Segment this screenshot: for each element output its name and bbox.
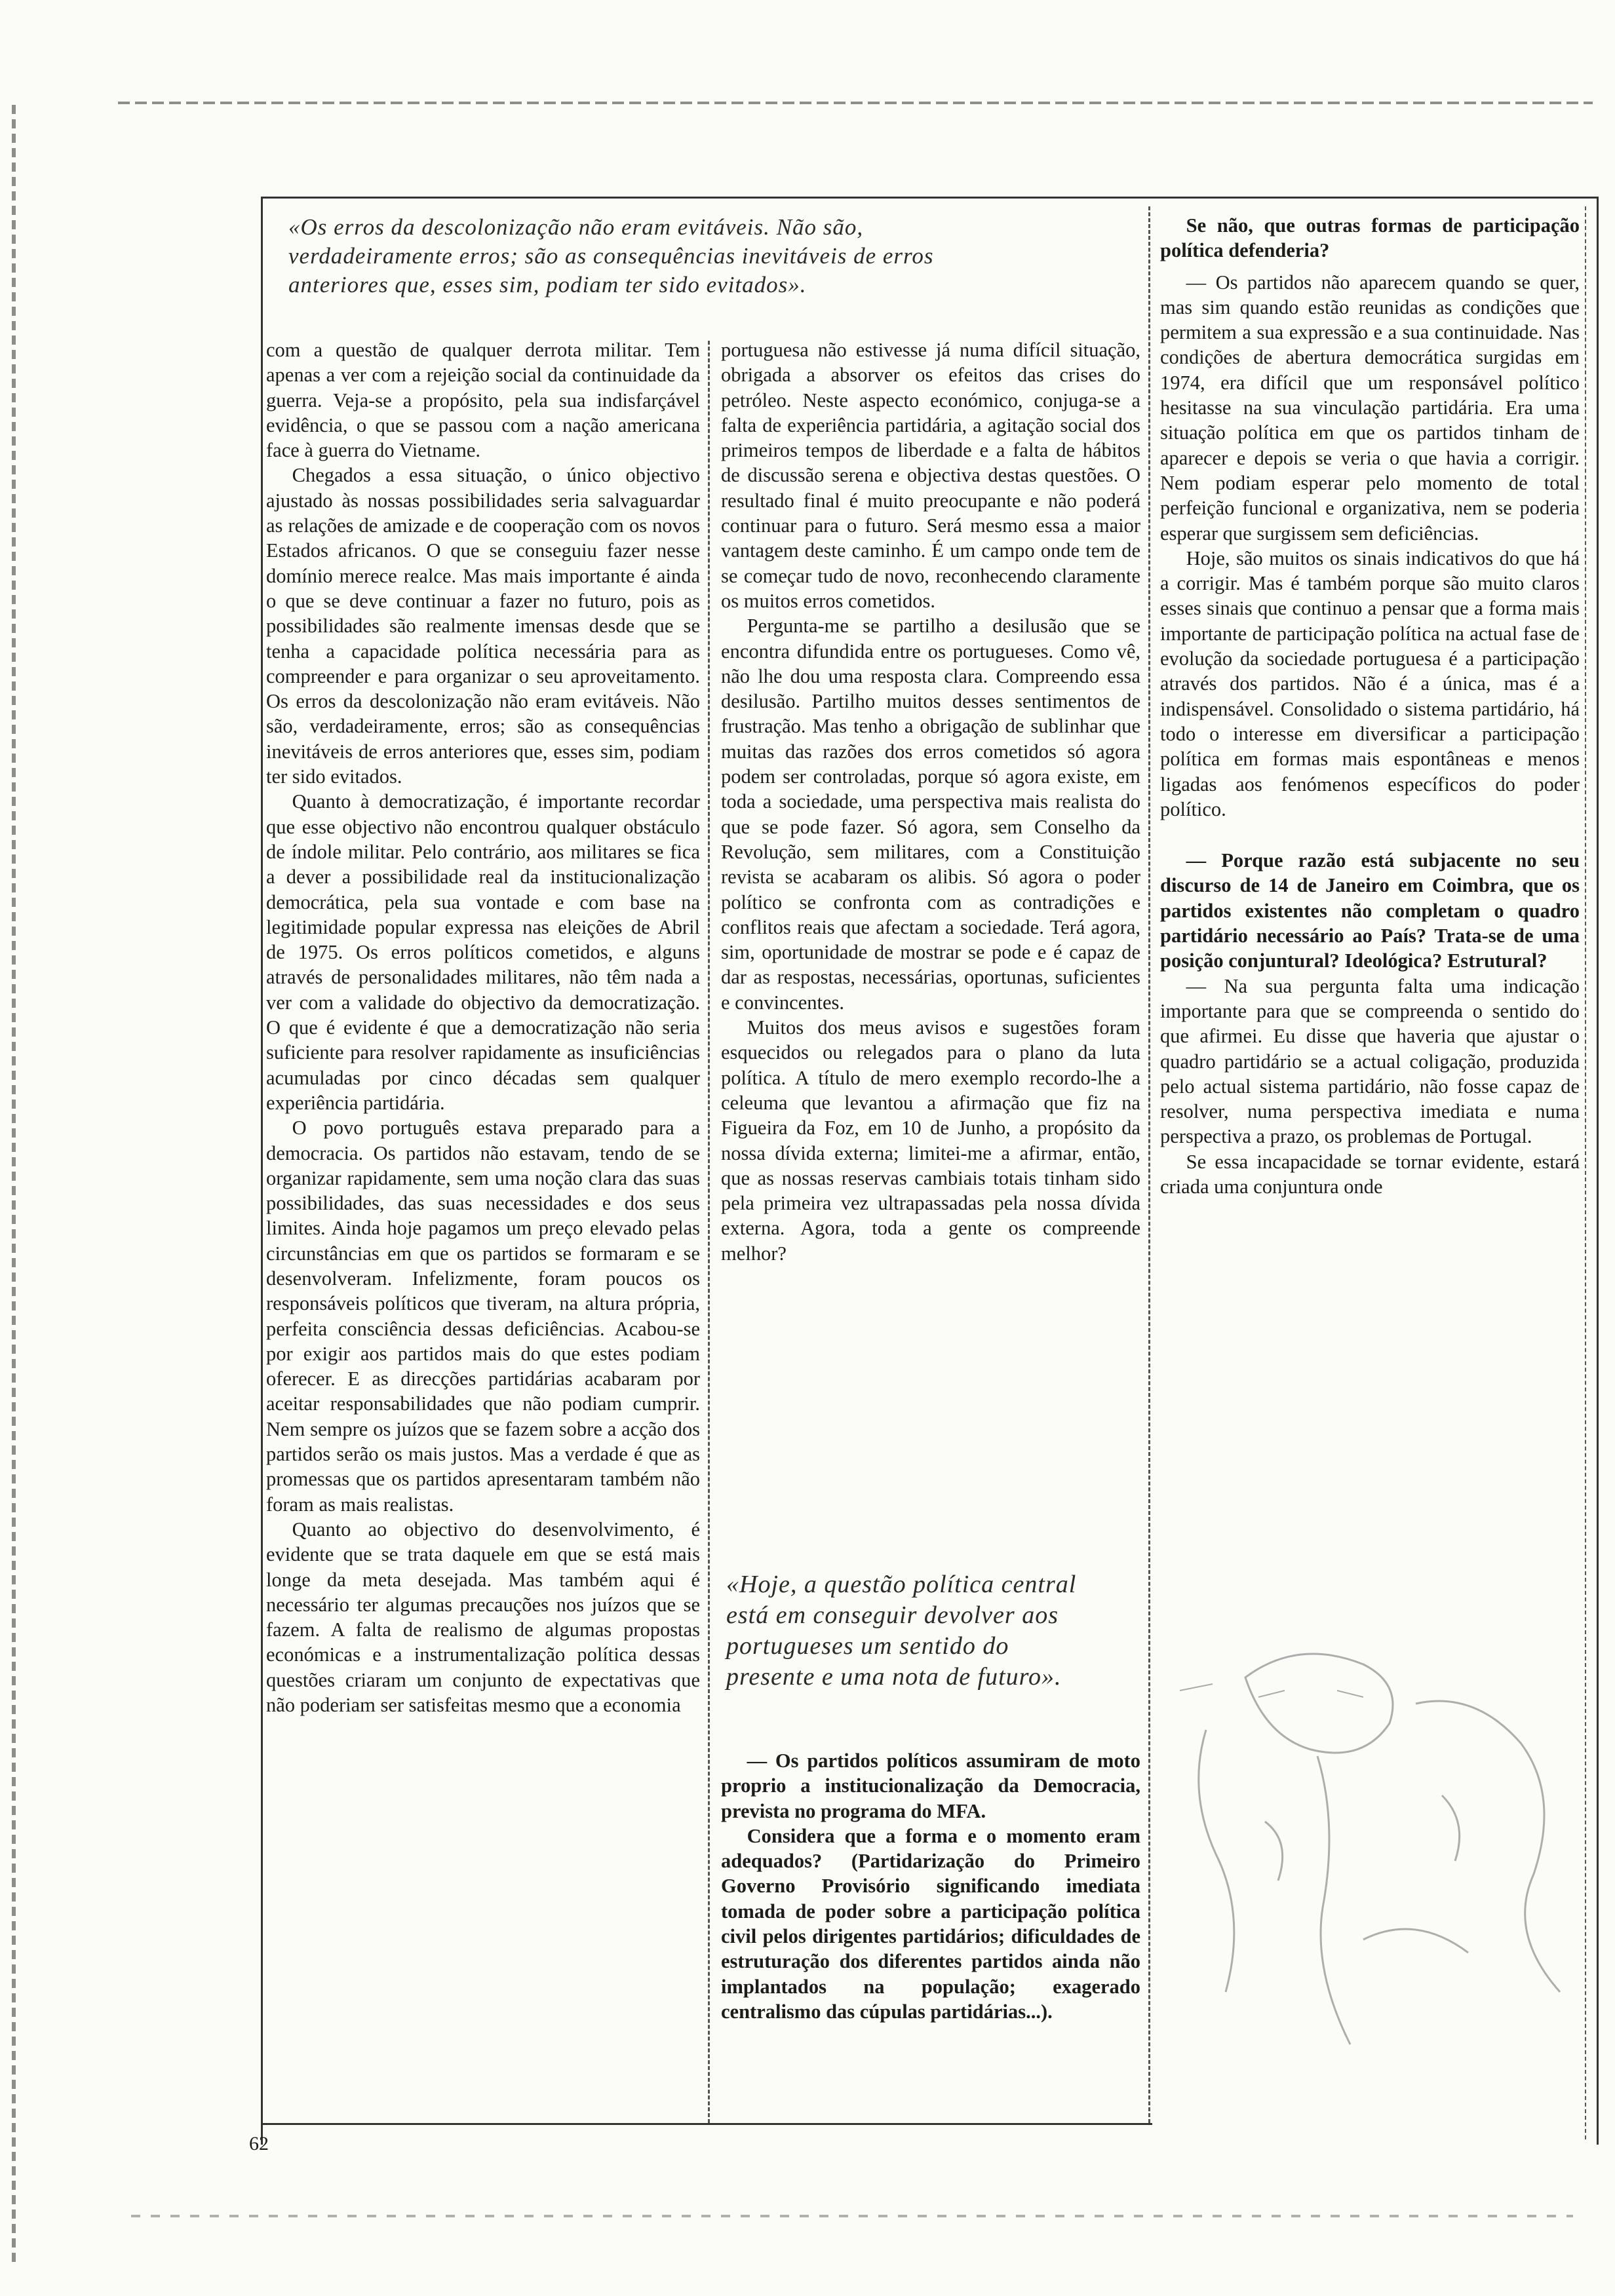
column-3 <box>1160 213 1580 1199</box>
col1-paragraph: com a questão de qualquer derrota militar. Tem apenas a ver com a rejeição social da continuidade da guerra. Veja-se a propósito, pela sua indisfarçável evidência, o que se passou com a nação americana face à guerra do Vietname. <box>266 339 700 462</box>
col1-paragraph: Chegados a essa situação, o único objectivo ajustado às nossas possibilidades seria salvaguardar as relações de amizade e de cooperação com os novos Estados africanos. O que se conseguiu fazer nesse domínio merece realce. Mas mais importante é ainda o que se deve continuar a fazer no futuro, pois as possibilidades são realmente imensas desde que se tenha a capacidade política necessária para as compreender e para organizar o seu aproveitamento. Os erros da descolonização não eram evitáveis. Não são, verdadeiramente, erros; são as consequências inevitáveis de erros anteriores que, esses sim, podiam ter sido evitados. <box>266 464 700 788</box>
scan-bottom-border <box>131 2215 1573 2217</box>
column-2 <box>721 337 1140 1266</box>
col2-paragraph: Muitos dos meus avisos e sugestões foram esquecidos ou relegados para o plano da luta política. A título de mero exemplo recordo-lhe a celeuma que levantou a afirmação que fiz na Figueira da Foz, em 10 de Junho, a propósito da nossa dívida externa; limitei-me a afirmar, então, que as nossas reservas cambiais totais tinham sido pela primeira vez ultrapassadas pela nossa dívida externa. Agora, toda a gente os compreende melhor? <box>721 1016 1140 1265</box>
interview-question: Considera que a forma e o momento eram adequados? (Partidarização do Primeiro Governo Provisório significando imediata tomada de poder sobre a participação política civil pelos dirigentes partidários; dificuldades de estruturação dos diferentes partidos ainda não implantados na população; exagerado centralismo das cúpulas partidárias...). <box>721 1824 1140 2023</box>
scan-edge-left <box>12 105 16 2267</box>
col3-paragraph: Hoje, são muitos os sinais indicativos do que há a corrigir. Mas é também porque são muito claros esses sinais que continuo a pensar que a forma mais importante de participação política na actual fase de evolução da sociedade portuguesa é a participação através dos partidos. Não é a única, mas é a indispensável. Consolidado o sistema partidário, há todo o interesse em diversificar a participação política em formas mais espontâneas e menos ligadas aos fenómenos específicos do poder político. <box>1160 546 1580 820</box>
faded-portrait-drawing <box>1167 1625 1599 2084</box>
column-divider-1 <box>708 341 710 2123</box>
column-2-question <box>721 1748 1140 2024</box>
bottom-rule <box>261 2123 1152 2125</box>
col3-paragraph: — Os partidos não aparecem quando se quer, mas sim quando estão reunidas as condições que permitem a sua expressão e a sua continuidade. Nas condições de abertura democrática surgidas em 1974, era difícil que um responsável político hesitasse na sua vinculação partidária. Era uma situação política em que os partidos tinham de aparecer e depois se veria o que havia a corrigir. Nem podiam esperar pelo momento de total perfeição funcional e organizativa, nem se poderia esperar que surgissem sem deficiências. <box>1160 271 1580 545</box>
scan-top-border <box>118 102 1593 104</box>
interview-question: — Os partidos políticos assumiram de moto proprio a institucionalização da Democracia, prevista no programa do MFA. <box>721 1750 1140 1822</box>
pull-quote-top <box>288 213 1029 299</box>
col2-paragraph: Pergunta-me se partilho a desilusão que se encontra difundida entre os portugueses. Como vê, não lhe dou uma resposta clara. Compreendo essa desilusão. Partilho muitos desses sentimentos de frustração. Mas tenho a obrigação de sublinhar que muitas das razões dos erros cometidos só agora podem ser controladas, porque só agora existe, em toda a sociedade, uma perspectiva mais realista do que se pode fazer. Só agora, sem Conselho da Revolução, sem militares, com a Constituição revista se acabaram os alibis. Só agora o poder político se confronta com as contradições e conflitos reais que afectam a sociedade. Terá agora, sim, oportunidade de mostrar se pode e é capaz de dar as respostas, necessárias, oportunas, suficientes e convincentes. <box>721 615 1140 1014</box>
column-1 <box>266 337 700 1717</box>
pull-quote-top-text: «Os erros da descolonização não eram evitáveis. Não são, verdadeiramente erros; são as consequências inevitáveis de erros anteriores que, esses sim, podiam ter sido evitados». <box>288 214 934 297</box>
col1-paragraph: Quanto ao objectivo do desenvolvimento, é evidente que se trata daquele em que se está mais longe da meta desejada. Mas também aqui é necessário ter algumas precauções nos juízos que se fazem. A falta de realismo de algumas propostas económicas e a instrumentalização política dessas questões criaram um conjunto de expectativas que não poderiam ser satisfeitas mesmo que a economia <box>266 1518 700 1717</box>
col3-paragraph: Se essa incapacidade se tornar evidente, estará criada uma conjuntura onde <box>1160 1150 1580 1198</box>
page-number: 62 <box>249 2133 269 2154</box>
col1-paragraph: O povo português estava preparado para a democracia. Os partidos não estavam, tendo de se organizar rapidamente, sem uma noção clara das suas possibilidades, das suas necessidades e dos seus limites. Ainda hoje pagamos um preço elevado pelas circunstâncias em que os partidos se formaram e se desenvolveram. Infelizmente, foram poucos os responsáveis políticos que tiveram, na altura própria, perfeita consciência dessas deficiências. Acabou-se por exigir aos partidos mais do que estes podiam oferecer. E as direcções partidárias acabaram por aceitar responsabilidades que não podiam cumprir. Nem sempre os juízos que se fazem sobre a acção dos partidos serão os mais justos. Mas a verdade é que as promessas que os partidos apresentaram também não foram as mais realistas. <box>266 1117 700 1516</box>
col2-paragraph: portuguesa não estivesse já numa difícil situação, obrigada a absorver os efeitos das crises do petróleo. Neste aspecto económico, conjuga-se a falta de experiência partidária, a agitação social dos primeiros tempos de liberdade e a falta de hábitos de discussão serena e objectiva destas questões. O resultado final é muito preocupante e não poderá continuar para o futuro. Será mesmo essa a maior vantagem deste caminho. É um campo onde tem de se começar tudo de novo, reconhecendo claramente os muitos erros cometidos. <box>721 339 1140 612</box>
column-divider-2 <box>1148 206 1150 2123</box>
interview-question: — Porque razão está subjacente no seu discurso de 14 de Janeiro em Coimbra, que os partidos existentes não completam o quadro partidário necessário ao País? Trata-se de uma posição conjuntural? Ideológica? Estrutural? <box>1160 849 1580 972</box>
pull-quote-mid-text: «Hoje, a questão política central está em conseguir devolver aos portugueses um sentido do presente e uma nota de futuro». <box>726 1571 1077 1691</box>
col1-paragraph: Quanto à democratização, é importante recordar que esse objectivo não encontrou qualquer obstáculo de índole militar. Pelo contrário, aos militares se fica a dever a possibilidade real da institucionalização democrática, pela sua vontade e com base na legitimidade popular expressa nas eleições de Abril de 1975. Os erros políticos cometidos, e alguns através de personalidades militares, não têm nada a ver com a validade do objectivo da democratização. O que é evidente é que a democratização não seria suficiente para resolver rapidamente as insuficiências acumuladas por cinco décadas sem qualquer experiência partidária. <box>266 790 700 1114</box>
col3-paragraph: — Na sua pergunta falta uma indicação importante para que se compreenda o sentido do que afirmei. Eu disse que haveria que ajustar o quadro partidário se a actual coligação, produzida pelo actual sistema partidário, não fosse capaz de resolver, numa perspectiva imediata e numa perspectiva a prazo, os problemas de Portugal. <box>1160 974 1580 1148</box>
pull-quote-mid <box>726 1569 1080 1693</box>
interview-question: Se não, que outras formas de participação política defenderia? <box>1160 214 1580 262</box>
